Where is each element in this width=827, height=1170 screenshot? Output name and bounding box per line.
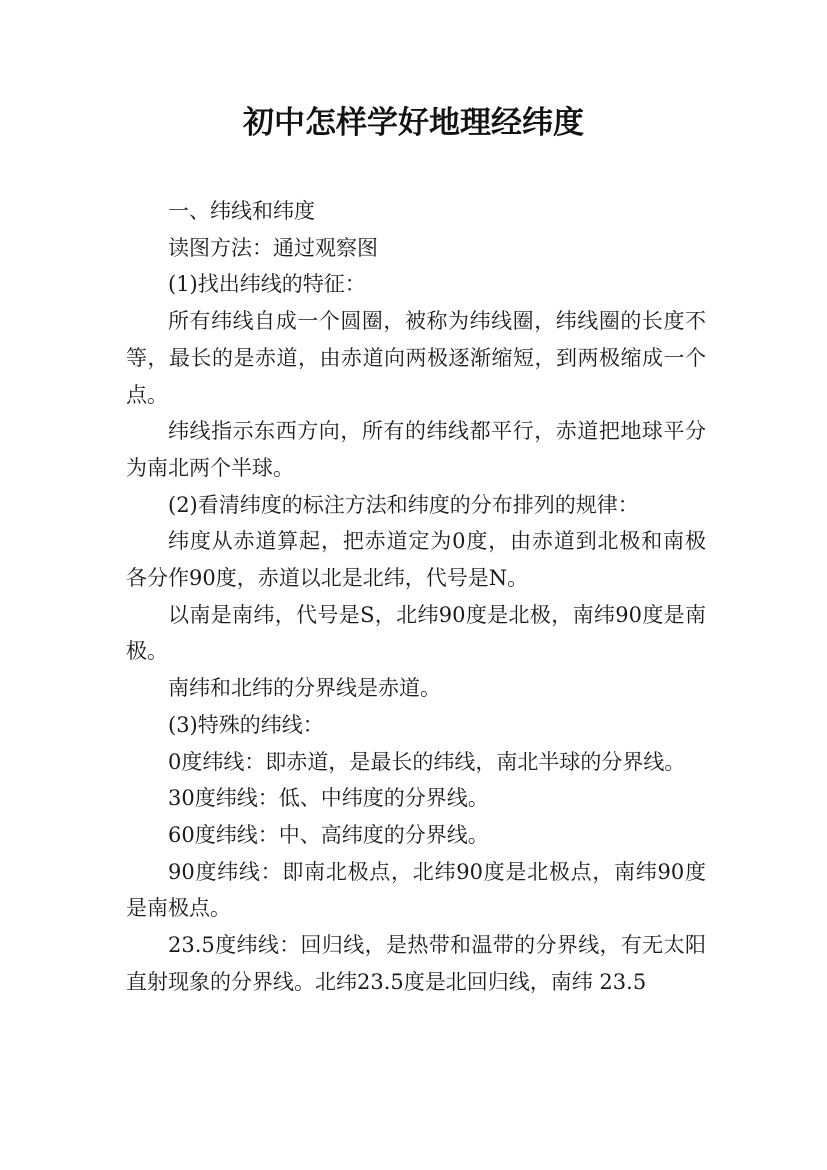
paragraph-step-2: (2)看清纬度的标注方法和纬度的分布排列的规律： xyxy=(168,492,639,517)
paragraph-east-west: 纬线指示东西方向，所有的纬线都平行，赤道把地球平分为南北两个半球。 xyxy=(126,419,706,480)
paragraph-zero-degree: 0度纬线：即赤道，是最长的纬线，南北半球的分界线。 xyxy=(168,749,686,774)
paragraph-step-1: (1)找出纬线的特征： xyxy=(168,272,366,297)
paragraph-reading-method: 读图方法：通过观察图 xyxy=(168,235,378,260)
paragraph-ninety-degree: 90度纬线：即南北极点，北纬90度是北极点，南纬90度是南极点。 xyxy=(126,859,706,921)
paragraph-section-heading: 一、纬线和纬度 xyxy=(168,199,315,223)
paragraph-latitude-circle: 所有纬线自成一个圆圈，被称为纬线圈，纬线圈的长度不等，最长的是赤道，由赤道向两极逐渐缩短，到两极缩成一个点。 xyxy=(126,309,706,407)
paragraph-tropic: 23.5度纬线：回归线，是热带和温带的分界线，有无太阳直射现象的分界线。北纬23.5度是北回归线，南纬 23.5 xyxy=(126,933,706,994)
paragraph-step-3: (3)特殊的纬线： xyxy=(168,712,324,737)
paragraph-equator-boundary: 南纬和北纬的分界线是赤道。 xyxy=(168,676,441,701)
paragraph-latitude-origin: 纬度从赤道算起，把赤道定为0度，由赤道到北极和南极各分作90度，赤道以北是北纬，代号是N。 xyxy=(126,529,706,591)
document-body xyxy=(126,193,706,1000)
document-title: 初中怎样学好地理经纬度 xyxy=(243,105,584,141)
paragraph-south-latitude: 以南是南纬，代号是S，北纬90度是北极，南纬90度是南极。 xyxy=(126,602,706,664)
paragraph-sixty-degree: 60度纬线：中、高纬度的分界线。 xyxy=(168,822,489,847)
paragraph-thirty-degree: 30度纬线：低、中纬度的分界线。 xyxy=(168,786,489,811)
